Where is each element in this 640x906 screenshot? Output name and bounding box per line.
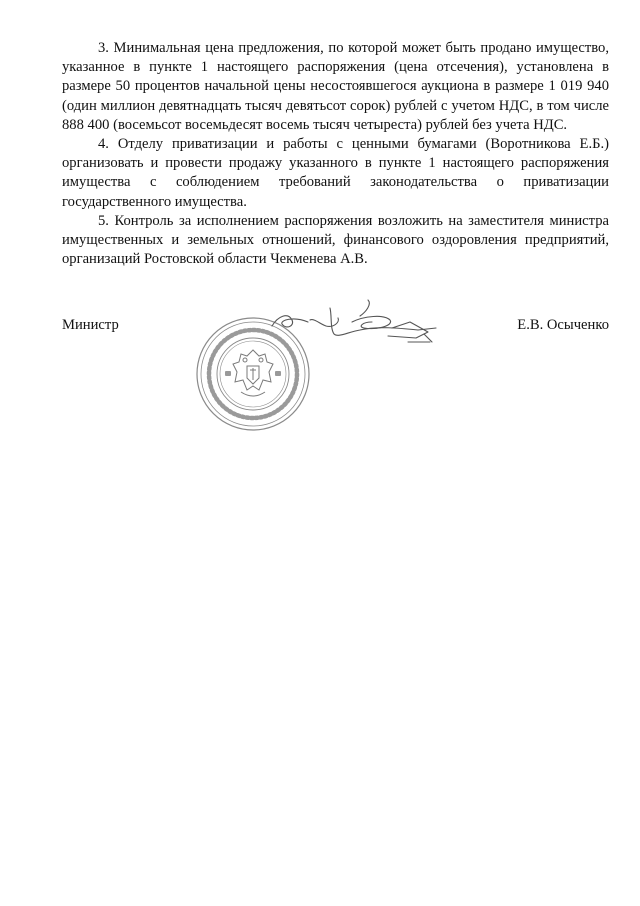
paragraph-5: 5. Контроль за исполнением распоряжения возложить на заместителя министра имущественных и земельных отношений, финансового оздоровления предприятий, организаций Ростовской области Чекменева А.В. <box>62 212 609 268</box>
signatory-name: Е.В. Осыченко <box>517 317 609 333</box>
signature-block <box>62 316 609 338</box>
signatory-title: Министр <box>62 317 119 333</box>
paragraph-3: 3. Минимальная цена предложения, по которой может быть продано имущество, указанное в пункте 1 настоящего распоряжения (цена отсечения), установлена в размере 50 процентов начальной цены несостоявшегося аукциона в размере 1 019 940 (один миллион девятнадцать тысяч девятьсот сорок) рублей с учетом НДС, в том числе 888 400 (восемьсот восемьдесят восемь тысяч четыреста) рублей без учета НДС. <box>62 40 609 133</box>
paragraph-4: 4. Отделу приватизации и работы с ценными бумагами (Воротникова Е.Б.) организовать и провести продажу указанного в пункте 1 настоящего распоряжения имущества с соблюдением требований законодательства о приватизации государственного имущества. <box>62 136 609 210</box>
document-body <box>62 39 609 269</box>
